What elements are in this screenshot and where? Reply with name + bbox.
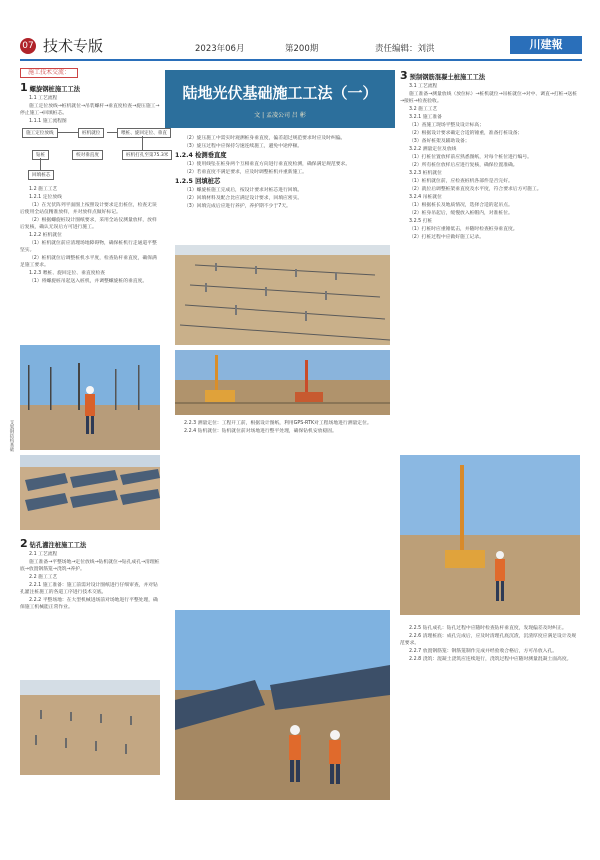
section3-number: 3 [400, 69, 408, 82]
site-photo-panels [20, 455, 160, 530]
section1-heading: 螺旋钢桩施工工法 [29, 86, 81, 93]
paragraph: 施工准备→平整场地→定位放线→钻机就位→钻孔成孔→清理桩底→放置钢筋笼→浇筑→养护。 [20, 560, 160, 572]
paragraph: （2）桩机就位后调整桩机水平度，检查钻杆垂直度，确保满足施工要求。 [20, 256, 157, 268]
bottom-right-column [400, 625, 580, 664]
site-photo-worker [20, 345, 160, 450]
article-title: 陆地光伏基础施工工法（一） [182, 84, 378, 102]
paragraph: 2.2.4 钻机就位：钻机就位前对场地进行整平处理，确保钻机安放稳固。 [184, 429, 337, 434]
paragraph: （1）桩机就位前应清理场地障碍物，确保桩机行走通道平整坚实。 [20, 241, 157, 253]
paragraph: 2.2 施工工艺 [29, 575, 58, 580]
flow-arrow [142, 136, 143, 150]
paragraph: 1.2 施工工艺 [29, 187, 58, 192]
paragraph: 3.2.3 桩机就位 [409, 171, 442, 176]
flow-step: 喂桩、旋回定位、垂直 [117, 128, 171, 138]
section2-column [20, 538, 160, 612]
page-header [0, 0, 600, 62]
paragraph: 3.2.1 施工准备 [409, 115, 442, 120]
paragraph: （2）根据螺旋桩设计图纸要求，采用全站仪测量放样，放样后复核，确认无误后方可进行施工。 [20, 218, 157, 230]
section1-column [20, 82, 160, 126]
paragraph: 2.2.5 钻孔成孔：钻孔过程中应随时检查钻杆垂直度，发现偏差及时纠正。 [409, 626, 567, 631]
flow-step: 桩机打孔至第75.3米 [122, 150, 172, 160]
paragraph: 施工准备→测量放线（放位标）→桩机就位→吊桩就位→对中、调直→打桩→送桩→接桩→检查验收。 [400, 92, 578, 104]
paragraph: 1.2.3 喂桩、旋回定位、垂直度检查 [29, 271, 106, 276]
paragraph: （2）若垂直度不满足要求，应及时调整桩机并重新施工。 [184, 170, 307, 175]
subheading: 1.2.5 回填桩芯 [175, 178, 221, 185]
article-title-box [165, 70, 395, 128]
paragraph: （2）打桩过程中应做好施工记录。 [409, 235, 485, 240]
paragraph: （1）使用线坠在桩身两个互相垂直方向进行垂直度检测，确保满足规范要求。 [184, 162, 351, 167]
section2-number: 2 [20, 537, 28, 550]
paragraph: （1）桩机就位前，应检查桩机各部件是否完好。 [409, 179, 513, 184]
middle-column-lower [175, 420, 390, 436]
site-photo-pile-rows [175, 245, 390, 345]
paragraph: 1.1 工艺流程 [29, 96, 58, 101]
site-photo-drilling [400, 455, 580, 615]
flow-step: 回填桩芯 [28, 170, 54, 180]
paragraph: （1）查施工现场平整及设计标高； [409, 123, 485, 128]
paragraph: 2.2.3 测量定位：工程开工前，根据设计图纸，利用GPS-RTK对工程场地进行测量定位。 [184, 421, 372, 426]
site-photo-workers-panels [175, 610, 390, 800]
section1-body [20, 186, 160, 286]
paragraph: （1）根据桩长及地质情况，选择合适的起吊点。 [409, 203, 513, 208]
paragraph: （3）回填完成后应进行养护，养护期不少于7天。 [184, 204, 291, 209]
header-divider [20, 59, 582, 61]
photo-caption: 支架钢结构基础 [9, 420, 14, 452]
flow-step: 校对垂直度 [72, 150, 103, 160]
column-title: 技术专版 [43, 37, 104, 55]
paragraph: （2）所有桩位放样后应进行复核，确保位置准确。 [409, 163, 518, 168]
flow-step: 桩机就位 [78, 128, 104, 138]
paragraph: 2.2.2 平整场地：在大型机械进场前对场地进行平整处理，确保施工机械能正常作业。 [20, 598, 158, 610]
paragraph: （1）在光伏阵列平面图上按照设计要求定出桩位，检查无误后使用全站仪精准放样，并对放样点做好标记。 [20, 203, 157, 215]
paragraph: 施工定位放线→桩机就位→吊装螺杆→垂直度检查→旋压施工→停止施工→回填桩芯。 [20, 104, 160, 116]
flow-step: 钻桩 [32, 150, 49, 160]
flow-step: 施工定位放线 [22, 128, 58, 138]
paragraph: 3.2.4 吊桩就位 [409, 195, 442, 200]
section2-heading: 钻孔灌注桩施工工法 [29, 542, 87, 549]
paragraph: 3.2.2 测量定位及放线 [409, 147, 457, 152]
paragraph: （1）螺旋桩施工完成后，按设计要求对桩芯进行回填。 [184, 188, 303, 193]
paragraph: 2.2.1 施工准备：施工前需对设计图纸进行仔细审查，并对钻孔灌注桩施工的各道工序进行技术交底。 [20, 583, 158, 595]
paragraph: （1）将螺旋桩吊起送入桩机，并调整螺旋桩的垂直度。 [29, 279, 148, 284]
flow-arrow [58, 132, 78, 133]
paragraph: （1）打桩位置放样前应熟悉图纸，对每个桩位进行编号。 [409, 155, 532, 160]
section3-heading: 预制钢筋混凝土桩施工工法 [409, 74, 486, 81]
paragraph: 2.2.8 浇筑：混凝土浇筑应连续进行，浇筑过程中应随时测量混凝土面高度。 [409, 657, 572, 662]
paragraph: （2）桩身吊起后，缓慢放入桩帽内，对准桩位。 [409, 211, 513, 216]
section3-column [400, 70, 580, 242]
paragraph: （2）根据设计要求确定合适的锤重，准备打桩设备； [409, 131, 523, 136]
editor: 责任编辑：刘洪 [375, 44, 435, 54]
middle-column [175, 135, 390, 211]
flow-arrow [107, 132, 117, 133]
paragraph: 2.2.7 放置钢筋笼：钢筋笼制作完成并经验收合格后，方可吊放入孔。 [409, 649, 558, 654]
section2-heading-row [20, 537, 160, 550]
paragraph: 2.2.6 清理桩底：成孔完成后，应及时清理孔底沉渣，沉渣厚度应满足设计及规范要求。 [400, 634, 577, 646]
site-photo-pile-field [20, 680, 160, 775]
issue-number: 第200期 [285, 44, 319, 54]
newspaper-logo: 川建報 [510, 36, 582, 54]
paragraph: （2）回填材料及配合比应满足设计要求，回填应密实。 [184, 196, 303, 201]
article-author: 文 | 孟凌公司 吕 彬 [254, 112, 306, 119]
section1-heading-row [20, 81, 160, 94]
paragraph: 1.2.2 桩机就位 [29, 233, 62, 238]
site-photo-drill-rig [175, 350, 390, 415]
paragraph: 2.1 工艺流程 [29, 552, 58, 557]
page-number: 07 [20, 38, 36, 54]
flow-arrow [40, 158, 41, 170]
paragraph: （2）旋压施工中需实时观测桩身垂直度，偏差超过规范要求时应及时纠偏。 [184, 136, 346, 141]
section-tag: 施工技术交流： [20, 68, 78, 78]
paragraph: 1.2.1 定位放线 [29, 195, 62, 200]
subheading: 1.2.4 检测垂直度 [175, 152, 227, 159]
paragraph: 1.1.1 施工流程图 [29, 119, 67, 124]
paragraph: （2）就位后调整桩架垂直度及水平度，符合要求后方可施工。 [409, 187, 542, 192]
paragraph: （3）备好桩架及辅助设备； [409, 139, 470, 144]
issue-date: 2023年06月 [195, 44, 245, 54]
section1-number: 1 [20, 81, 28, 94]
section3-heading-row [400, 69, 580, 82]
paragraph: 3.2.5 打桩 [409, 219, 433, 224]
paragraph: 3.1 工艺流程 [409, 84, 438, 89]
paragraph: 3.2 施工工艺 [409, 107, 438, 112]
paragraph: （1）打桩时应重锤低击，并随时检查桩身垂直度。 [409, 227, 518, 232]
paragraph: （3）旋压过程中应保持匀速连续施工，避免中途停顿。 [184, 144, 303, 149]
